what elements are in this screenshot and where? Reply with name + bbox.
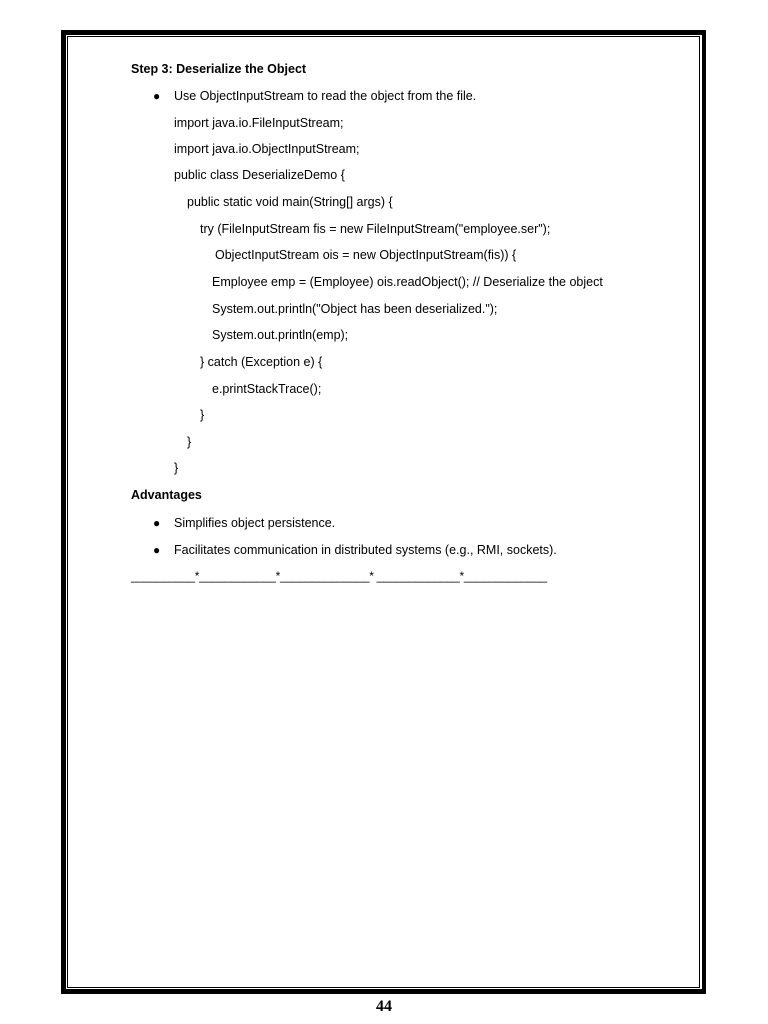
advantage-item: Facilitates communication in distributed systems (e.g., RMI, sockets). xyxy=(174,543,557,557)
code-line: public static void main(String[] args) { xyxy=(187,195,393,209)
page-number: 44 xyxy=(376,998,392,1015)
code-line: } xyxy=(174,461,179,475)
advantage-item: Simplifies object persistence. xyxy=(174,516,336,530)
code-line: } xyxy=(200,408,205,422)
bullet-icon: ● xyxy=(153,543,161,557)
step-bullet-text: Use ObjectInputStream to read the object from the file. xyxy=(174,89,477,103)
code-line: public class DeserializeDemo { xyxy=(174,168,345,182)
code-line: Employee emp = (Employee) ois.readObject(); // Deserialize the object xyxy=(212,275,603,289)
code-line: System.out.println(emp); xyxy=(212,328,349,342)
code-line: import java.io.FileInputStream; xyxy=(174,116,344,130)
code-line: ObjectInputStream ois = new ObjectInputStream(fis)) { xyxy=(215,248,517,262)
code-line: try (FileInputStream fis = new FileInputStream("employee.ser"); xyxy=(200,222,551,236)
code-line: e.printStackTrace(); xyxy=(212,382,322,396)
code-line: } xyxy=(187,435,192,449)
advantages-heading: Advantages xyxy=(131,488,202,502)
code-line: } catch (Exception e) { xyxy=(200,355,323,369)
code-line: System.out.println("Object has been deserialized."); xyxy=(212,302,498,316)
separator-line: __________*____________*______________* _____________*_____________ xyxy=(131,569,547,583)
step-heading: Step 3: Deserialize the Object xyxy=(131,62,307,76)
page-border-inner xyxy=(67,36,700,988)
code-line: import java.io.ObjectInputStream; xyxy=(174,142,360,156)
bullet-icon: ● xyxy=(153,89,161,103)
bullet-icon: ● xyxy=(153,516,161,530)
